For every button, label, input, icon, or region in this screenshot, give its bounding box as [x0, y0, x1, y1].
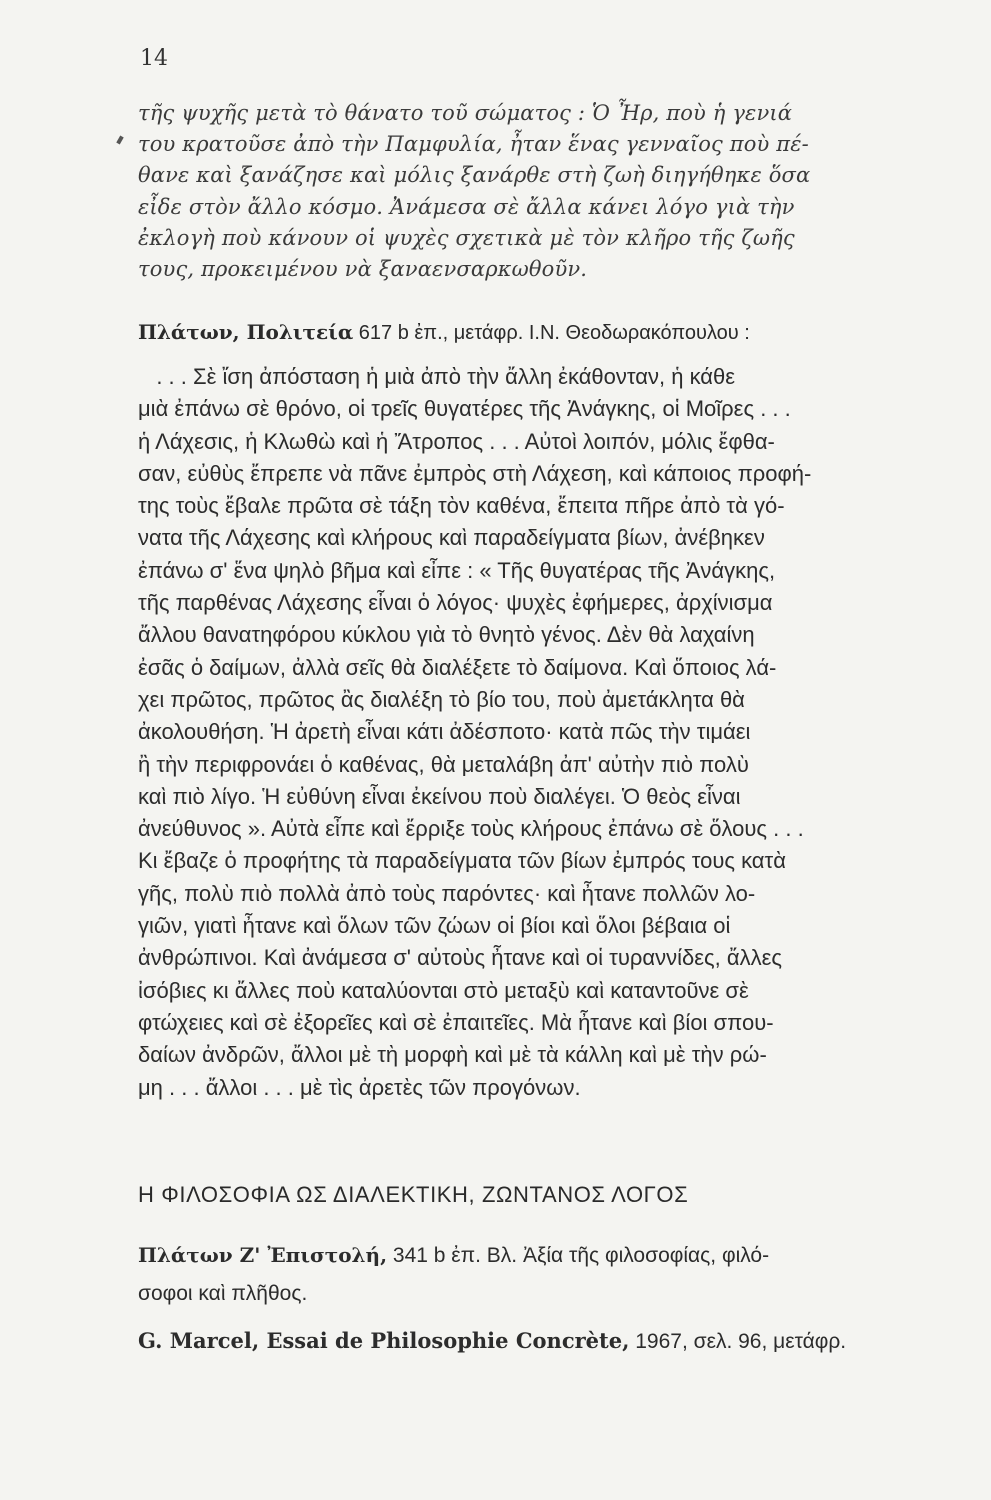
reference-plato-letter — [138, 1236, 978, 1313]
quote-paragraph — [138, 361, 978, 1104]
quote-line: . . . Σὲ ἴση ἀπόσταση ἡ μιὰ ἀπὸ τὴν ἄλλη ἐκάθονταν, ἡ κάθε — [138, 364, 736, 389]
quote-line: γῆς, πολὺ πιὸ πολλὰ ἀπὸ τοὺς παρόντες· καὶ ἦτανε πολλῶν λο- — [138, 880, 756, 906]
quote-line: καὶ πιὸ λίγο. Ἡ εὐθύνη εἶναι ἐκείνου ποὺ διαλέγει. Ὁ θεὸς εἶναι — [138, 783, 741, 809]
source-details: 617 b ἐπ., μετάφρ. Ι.Ν. Θεοδωρακόπουλου : — [353, 322, 750, 344]
reference-details: 341 b ἐπ. Βλ. Ἀξία τῆς φιλοσοφίας, φιλό- — [387, 1244, 770, 1267]
quote-line: μιὰ ἐπάνω σὲ θρόνο, οἱ τρεῖς θυγατέρες τῆς Ἀνάγκης, οἱ Μοῖρες . . . — [138, 396, 791, 422]
reference-title: G. Marcel, Essai de Philosophie Concrète, — [138, 1328, 630, 1353]
intro-paragraph — [138, 98, 973, 285]
quote-line: δαίων ἀνδρῶν, ἄλλοι μὲ τὴ μορφὴ καὶ μὲ τὰ κάλλη καὶ μὲ τὴν ρώ- — [138, 1042, 767, 1068]
margin-tick-mark — [116, 136, 123, 145]
intro-line: του κρατοῦσε ἀπὸ τὴν Παμφυλία, ἦταν ἕνας γενναῖος ποὺ πέ- — [138, 132, 809, 157]
intro-line: τῆς ψυχῆς μετὰ τὸ θάνατο τοῦ σώματος : Ὁ Ἦρ, ποὺ ἡ γενιά — [138, 101, 793, 125]
page-number: 14 — [140, 46, 168, 71]
reference-line — [138, 1322, 978, 1361]
quote-line: ἀνεύθυνος ». Αὐτὰ εἶπε καὶ ἔρριξε τοὺς κλήρους ἐπάνω σὲ ὅλους . . . — [138, 816, 804, 842]
source-citation — [138, 320, 978, 345]
reference-marcel — [138, 1322, 978, 1361]
reference-line — [138, 1236, 978, 1275]
section-heading: Η ΦΙΛΟΣΟΦΙΑ ΩΣ ΔΙΑΛΕΚΤΙΚΗ, ΖΩΝΤΑΝΟΣ ΛΟΓΟΣ — [138, 1182, 689, 1207]
quote-line: ἐσᾶς ὁ δαίμων, ἀλλὰ σεῖς θὰ διαλέξετε τὸ δαίμονα. Καὶ ὅποιος λά- — [138, 654, 777, 680]
source-title: Πλάτων, Πολιτεία — [138, 320, 354, 344]
intro-line: εἶδε στὸν ἄλλο κόσμο. Ἀνάμεσα σὲ ἄλλα κάνει λόγο γιὰ τὴν — [138, 194, 795, 219]
quote-line: ἢ τὴν περιφρονάει ὁ καθένας, θὰ μεταλάβη ἀπ' αὐτὴν πιὸ πολὺ — [138, 751, 749, 777]
quote-line: της τοὺς ἔβαλε πρῶτα σὲ τάξη τὸν καθένα, ἔπειτα πῆρε ἀπὸ τὰ γό- — [138, 493, 785, 519]
intro-line: τους, προκειμένου νὰ ξαναενσαρκωθοῦν. — [138, 257, 588, 282]
quote-line: γιῶν, γιατὶ ἦτανε καὶ ὅλων τῶν ζώων οἱ βίοι καὶ ὅλοι βέβαια οἱ — [138, 913, 731, 939]
quote-line: φτώχειες καὶ σὲ ἐξορεῖες καὶ σὲ ἐπαιτεῖες. Μὰ ἦτανε καὶ βίοι σπου- — [138, 1009, 774, 1035]
quote-line: ἡ Λάχεσις, ἡ Κλωθὼ καὶ ἡ Ἄτροπος . . . Αὐτοὶ λοιπόν, μόλις ἔφθα- — [138, 428, 775, 454]
quote-line: μη . . . ἄλλοι . . . μὲ τὶς ἀρετὲς τῶν προγόνων. — [138, 1074, 581, 1100]
reference-title: Πλάτων Ζ' Ἐπιστολή, — [138, 1243, 388, 1267]
quote-line: ἀκολουθήση. Ἡ ἀρετὴ εἶναι κάτι ἀδέσποτο· κατὰ πῶς τὴν τιμάει — [138, 719, 751, 745]
quote-line: χει πρῶτος, πρῶτος ἂς διαλέξη τὸ βίο του, ποὺ ἀμετάκλητα θὰ — [138, 686, 745, 712]
reference-details: 1967, σελ. 96, μετάφρ. — [629, 1330, 847, 1353]
quote-line: ἰσόβιες κι ἄλλες ποὺ καταλύονται στὸ μεταξὺ καὶ καταντοῦνε σὲ — [138, 977, 749, 1003]
quote-line: ἄλλου θανατηφόρου κύκλου γιὰ τὸ θνητὸ γένος. Δὲν θὰ λαχαίνη — [138, 622, 755, 648]
intro-line: θανε καὶ ξανάζησε καὶ μόλις ξανάρθε στὴ ζωὴ διηγήθηκε ὅσα — [138, 163, 811, 188]
reference-line: σοφοι καὶ πλῆθος. — [138, 1282, 308, 1305]
quote-line: τῆς παρθένας Λάχεσης εἶναι ὁ λόγος· ψυχὲς ἐφήμερες, ἀρχίνισμα — [138, 590, 773, 616]
quote-line: σαν, εὐθὺς ἔπρεπε νὰ πᾶνε ἐμπρὸς στὴ Λάχεση, καὶ κάποιος προφή- — [138, 460, 812, 486]
intro-line: ἐκλογὴ ποὺ κάνουν οἱ ψυχὲς σχετικὰ μὲ τὸν κλῆρο τῆς ζωῆς — [138, 225, 795, 250]
quote-line: ἐπάνω σ' ἕνα ψηλὸ βῆμα καὶ εἶπε : « Τῆς θυγατέρας τῆς Ἀνάγκης, — [138, 557, 776, 583]
quote-line: νατα τῆς Λάχεσης καὶ κλήρους καὶ παραδείγματα βίων, ἀνέβηκεν — [138, 525, 765, 551]
quote-line: ἀνθρώπινοι. Καὶ ἀνάμεσα σ' αὐτοὺς ἦτανε καὶ οἱ τυραννίδες, ἄλλες — [138, 945, 782, 971]
quote-line: Κι ἔβαζε ὁ προφήτης τὰ παραδείγματα τῶν βίων ἐμπρός τους κατὰ — [138, 848, 786, 874]
